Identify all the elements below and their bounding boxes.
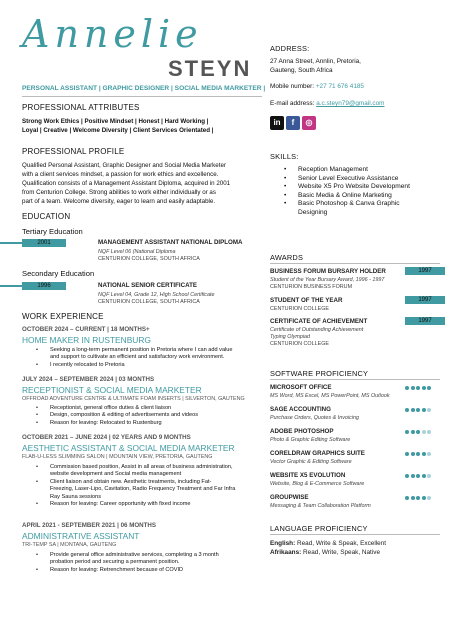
award-3-title: CERTIFICATE OF ACHIEVEMENT xyxy=(270,318,368,325)
rating-dot xyxy=(427,430,431,434)
profile-text-3: Qualification consists of a Management Assistant Diploma, acquired in 2001 xyxy=(22,180,231,187)
email-row xyxy=(270,100,384,108)
bullet-text: Client liaison and obtain new. Aesthetic treatments, including Fat- xyxy=(50,478,212,485)
award-1-title: BUSINESS FORUM BURSARY HOLDER xyxy=(270,268,386,275)
list-item xyxy=(36,347,262,362)
award-1-detail-1: Student of the Year Bursary Award, 1996 - 1997 xyxy=(270,277,385,283)
english-label: English: xyxy=(270,540,296,547)
mobile-row xyxy=(270,83,364,91)
last-name: STEYN xyxy=(168,56,252,81)
experience-heading: WORK EXPERIENCE xyxy=(22,312,104,321)
english-row xyxy=(270,539,386,548)
instagram-icon[interactable]: ◎ xyxy=(302,116,316,130)
rating-dot xyxy=(416,430,420,434)
software-name: GROUPWISE xyxy=(270,494,309,501)
proficiency-rating xyxy=(405,474,431,478)
rating-dot xyxy=(422,496,426,500)
profile-text-5: part of a team. Welcome diversity, eager to learn and easily adaptable. xyxy=(22,198,216,205)
job-1-title: HOME MAKER IN RUSTENBURG xyxy=(22,335,151,345)
list-item: • Reason for leaving: Relocated to Rustenburg xyxy=(36,420,262,427)
secondary-level: NQF Level 04, Grade 12, High School Certificate xyxy=(98,292,215,298)
tertiary-label: Tertiary Education xyxy=(22,227,83,236)
rating-dot xyxy=(416,386,420,390)
rating-dot xyxy=(411,452,415,456)
tertiary-title: MANAGEMENT ASSISTANT NATIONAL DIPLOMA xyxy=(98,239,243,246)
job-1-date: OCTOBER 2024 – CURRENT | 18 MONTHS+ xyxy=(22,326,150,333)
rating-dot xyxy=(411,386,415,390)
software-detail: MS Word, MS Excel, MS PowerPoint, MS Outlook xyxy=(270,393,390,399)
bullet-text: Commission based position, Assist in all areas of business administration, xyxy=(50,464,233,470)
secondary-title: NATIONAL SENIOR CERTIFICATE xyxy=(98,282,197,289)
award-3-detail-1: Certificate of Outstanding Achievement xyxy=(270,327,364,333)
award-2-year: 1997 xyxy=(405,296,445,304)
bullet-text: Seeking a long-term permanent position in Pretoria where I can add value xyxy=(50,347,233,353)
rating-dot xyxy=(405,474,409,478)
award-3-detail-3: CENTURION COLLEGE xyxy=(270,341,330,347)
awards-heading: AWARDS xyxy=(270,253,304,262)
award-3-year: 1997 xyxy=(405,317,445,325)
rating-dot xyxy=(427,408,431,412)
award-2-title: STUDENT OF THE YEAR xyxy=(270,297,343,304)
rating-dot xyxy=(427,452,431,456)
skill-text: Basic Photoshop & Canva Graphic xyxy=(298,200,400,208)
bullet-text: and support to cultivate an efficient and satisfactory work environment. xyxy=(50,354,225,361)
award-3-detail-2: Typing Olympiad xyxy=(270,334,311,340)
secondary-year: 1996 xyxy=(22,282,66,290)
social-icons xyxy=(270,116,316,130)
tagline: PERSONAL ASSISTANT | GRAPHIC DESIGNER | SOCIAL MEDIA MARKETER | xyxy=(22,85,266,92)
profile-text-2: with a client services mindset, a passion for work ethics and excellence. xyxy=(22,171,219,178)
proficiency-rating xyxy=(405,386,431,390)
software-detail: Photo & Graphic Editing Software xyxy=(270,437,351,443)
rating-dot xyxy=(416,496,420,500)
job-3-org: FLAB-U-LESS SLIMMING SALON | MOUNTAIN VIEW, PRETORIA, GAUTENG xyxy=(22,454,213,460)
tertiary-year: 2001 xyxy=(22,239,66,247)
proficiency-rating xyxy=(405,408,431,412)
attributes-line-2: Loyal | Creative | Welcome Diversity | Client Services Orientated | xyxy=(22,127,214,134)
list-item: • Senior Level Executive Assistance xyxy=(284,175,444,184)
list-item: • Design, composition & editing of advertisements and videos xyxy=(36,412,262,419)
skills-list xyxy=(284,166,444,218)
rating-dot xyxy=(422,430,426,434)
attributes-heading: PROFESSIONAL ATTRIBUTES xyxy=(22,103,140,112)
address-heading: ADDRESS: xyxy=(270,44,310,53)
job-3-title: AESTHETIC ASSISTANT & SOCIAL MEDIA MARKETER xyxy=(22,443,235,453)
job-2-date: JULY 2024 – SEPTEMBER 2024 | 03 MONTHS xyxy=(22,376,155,383)
rating-dot xyxy=(405,430,409,434)
proficiency-rating xyxy=(405,452,431,456)
job-1-bullets xyxy=(36,347,262,369)
bullet-text: probation period and securing a permanent position. xyxy=(50,559,180,566)
job-2-bullets xyxy=(36,405,262,427)
award-1-detail-2: CENTURION BUSINESS FORUM xyxy=(270,284,353,290)
rating-dot xyxy=(405,452,409,456)
list-item xyxy=(36,479,262,501)
job-2-title: RECEPTIONIST & SOCIAL MEDIA MARKETER xyxy=(22,385,202,395)
address-line-1: 27 Anna Street, Annlin, Pretoria, xyxy=(270,58,361,65)
education-heading: EDUCATION xyxy=(22,212,71,221)
software-name: MICROSOFT OFFICE xyxy=(270,384,332,391)
software-detail: Purchase Orders, Quotes & Invoicing xyxy=(270,415,359,421)
bullet-text: Provide general office administrative services, completing a 3 month xyxy=(50,552,219,558)
email-link[interactable]: a.c.steyn79@gmail.com xyxy=(316,100,385,107)
proficiency-rating xyxy=(405,430,431,434)
tertiary-row xyxy=(0,239,245,247)
secondary-row xyxy=(0,282,245,290)
software-name: CORELDRAW GRAPHICS SUITE xyxy=(270,450,365,457)
rating-dot xyxy=(405,408,409,412)
rating-dot xyxy=(416,452,420,456)
tertiary-level: NQF Level 06 (National Diploma xyxy=(98,249,176,255)
bullet-text: Freezing, Laser-Lipo, Cavitation, Radio Frequency Treatment and Far Infra xyxy=(50,486,236,493)
proficiency-rating xyxy=(405,496,431,500)
address-line-2: Gauteng, South Africa xyxy=(270,67,333,74)
rating-dot xyxy=(411,408,415,412)
bullet-text: website development and Social media management xyxy=(50,471,182,478)
list-item xyxy=(284,200,444,217)
awards-divider xyxy=(270,263,440,264)
job-4-bullets xyxy=(36,552,262,574)
rating-dot xyxy=(427,474,431,478)
list-item: • I recently relocated to Pretoria xyxy=(36,362,262,369)
email-label: E-mail address: xyxy=(270,100,315,107)
afrikaans-row xyxy=(270,548,380,557)
rating-dot xyxy=(422,408,426,412)
rating-dot xyxy=(422,474,426,478)
list-item: • Basic Media & Online Marketing xyxy=(284,192,444,201)
rating-dot xyxy=(416,408,420,412)
job-4-date: APRIL 2021 - SEPTEMBER 2021 | 06 MONTHS xyxy=(22,522,157,529)
list-item: • Reason for leaving: Retrenchment because of COVID xyxy=(36,567,262,574)
bullet-text: Ray Sauna sessions xyxy=(50,493,101,500)
secondary-label: Secondary Education xyxy=(22,269,95,278)
rating-dot xyxy=(405,386,409,390)
linkedin-icon[interactable]: in xyxy=(270,116,284,130)
attributes-line-1: Strong Work Ethics | Positive Mindset | Honest | Hard Working | xyxy=(22,118,209,125)
list-item xyxy=(36,552,262,567)
secondary-school: CENTURION COLLEGE, SOUTH AFRICA xyxy=(98,299,200,305)
list-item: • Receptionist, general office duties & client liaison xyxy=(36,405,262,412)
list-item: • Reception Management xyxy=(284,166,444,175)
skills-heading: SKILLS: xyxy=(270,152,299,161)
afrikaans-label: Afrikaans: xyxy=(270,549,302,556)
job-4-title: ADMINISTRATIVE ASSISTANT xyxy=(22,531,140,541)
profile-heading: PROFESSIONAL PROFILE xyxy=(22,147,125,156)
software-name: ADOBE PHOTOSHOP xyxy=(270,428,334,435)
job-3-bullets xyxy=(36,464,262,508)
list-item: • Website X5 Pro Website Development xyxy=(284,183,444,192)
facebook-icon[interactable]: f xyxy=(286,116,300,130)
rating-dot xyxy=(405,496,409,500)
language-divider xyxy=(270,534,440,535)
secondary-stripe xyxy=(0,285,22,287)
award-2-detail-1: CENTURION COLLEGE xyxy=(270,306,330,312)
mobile-number[interactable]: +27 71 676 4185 xyxy=(315,83,364,90)
award-1-year: 1997 xyxy=(405,267,445,275)
language-heading: LANGUAGE PROFICIENCY xyxy=(270,524,368,533)
first-name: Annelie xyxy=(22,12,203,56)
software-divider xyxy=(270,379,440,380)
software-name: SAGE ACCOUNTING xyxy=(270,406,331,413)
software-detail: Messaging & Team Collaboration Platform xyxy=(270,503,371,509)
rating-dot xyxy=(427,386,431,390)
rating-dot xyxy=(411,474,415,478)
english-value: Read, Write & Speak, Excellent xyxy=(297,540,387,547)
software-name: WEBSITE X5 EVOLUTION xyxy=(270,472,346,479)
software-detail: Website, Blog & E-Commerce Software xyxy=(270,481,365,487)
job-3-date: OCTOBER 2021 – JUNE 2024 | 02 YEARS AND 9 MONTHS xyxy=(22,434,191,441)
list-item xyxy=(36,464,262,479)
software-detail: Vector Graphic & Editing Software xyxy=(270,459,352,465)
job-4-org: TRI-TEMP SA | MONTANA, GAUTENG xyxy=(22,542,117,548)
afrikaans-value: Read, Write, Speak, Native xyxy=(303,549,381,556)
mobile-label: Mobile number: xyxy=(270,83,315,90)
rating-dot xyxy=(416,474,420,478)
tertiary-school: CENTURION COLLEGE, SOUTH AFRICA xyxy=(98,256,200,262)
list-item: • Reason for leaving: Career opportunity with fixed income xyxy=(36,501,262,508)
rating-dot xyxy=(422,386,426,390)
skill-text: Designing xyxy=(298,208,328,216)
tertiary-stripe xyxy=(0,242,22,244)
profile-text-1: Qualified Personal Assistant, Graphic Designer and Social Media Marketer xyxy=(22,162,226,169)
software-heading: SOFTWARE PROFICIENCY xyxy=(270,369,369,378)
job-2-org: OFFROAD ADVENTURE CENTRE & ULTIMATE FOAM INSERTS | SILVERTON, GAUTENG xyxy=(22,396,245,402)
rating-dot xyxy=(411,430,415,434)
rating-dot xyxy=(411,496,415,500)
profile-text-4: from Centurion College. Strong abilities to work either individually or as xyxy=(22,189,216,196)
rating-dot xyxy=(427,496,431,500)
rating-dot xyxy=(422,452,426,456)
header-divider xyxy=(22,96,262,97)
